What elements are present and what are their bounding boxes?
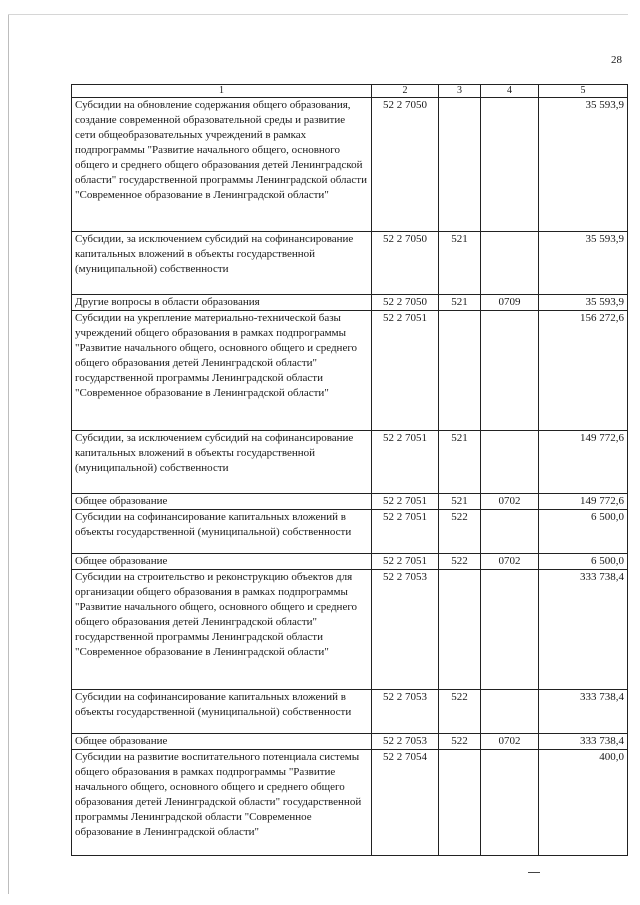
row-csr: 52 2 7051 [372,510,439,554]
row-csr: 52 2 7051 [372,311,439,431]
table-row [72,98,628,232]
row-name: Общее образование [72,734,372,750]
row-rz: 0702 [481,494,539,510]
row-rz [481,431,539,494]
row-name: Субсидии на обновление содержания общего образования, создание современной образовательной среды и развитие сети общеобразовательных учреждений в рамках подпрограммы "Развитие начального общего, основного общего и среднего общего образования детей Ленинградской области" государственной программы Ленинградской области "Современное образование в Ленинградской области" [72,98,372,232]
column-header-csr: 2 [372,85,439,98]
row-sum: 333 738,4 [539,734,628,750]
row-vr: 522 [439,690,481,734]
row-vr: 521 [439,431,481,494]
page-number: 28 [611,54,622,66]
table-row [72,510,628,554]
row-sum: 35 593,9 [539,98,628,232]
row-csr: 52 2 7051 [372,554,439,570]
row-vr: 522 [439,510,481,554]
table-row [72,311,628,431]
page-edge-left [8,14,9,894]
row-sum: 149 772,6 [539,431,628,494]
row-sum: 156 272,6 [539,311,628,431]
row-sum: 333 738,4 [539,690,628,734]
table-header-row [72,85,628,98]
column-header-name: 1 [72,85,372,98]
table-row [72,570,628,690]
row-csr: 52 2 7051 [372,431,439,494]
table-row [72,734,628,750]
row-name: Субсидии, за исключением субсидий на софинансирование капитальных вложений в объекты государственной (муниципальной) собственности [72,232,372,295]
table-row [72,232,628,295]
page-edge-top [8,14,628,15]
row-vr: 522 [439,734,481,750]
row-name: Субсидии на софинансирование капитальных вложений в объекты государственной (муниципальной) собственности [72,690,372,734]
row-name: Субсидии на строительство и реконструкцию объектов для организации общего образования в рамках подпрограммы "Развитие начального общего, основного общего и среднего общего образования детей Ленинградской области" государственной программы Ленинградской области "Современное образование в Ленинградской области" [72,570,372,690]
row-csr: 52 2 7050 [372,232,439,295]
row-rz: 0709 [481,295,539,311]
row-sum: 400,0 [539,750,628,856]
row-sum: 6 500,0 [539,554,628,570]
row-name: Субсидии, за исключением субсидий на софинансирование капитальных вложений в объекты государственной (муниципальной) собственности [72,431,372,494]
row-csr: 52 2 7050 [372,295,439,311]
row-vr [439,98,481,232]
row-csr: 52 2 7053 [372,690,439,734]
row-vr: 521 [439,295,481,311]
row-rz: 0702 [481,734,539,750]
row-rz [481,311,539,431]
table-row [72,750,628,856]
row-vr [439,750,481,856]
row-rz [481,750,539,856]
row-sum: 149 772,6 [539,494,628,510]
table-row [72,494,628,510]
column-header-vr: 3 [439,85,481,98]
row-vr [439,570,481,690]
row-vr: 521 [439,494,481,510]
row-name: Субсидии на укрепление материально-технической базы учреждений общего образования в рамках подпрограммы "Развитие начального общего, основного общего и среднего общего образования детей Ленинградской области" государственной программы Ленинградской области "Современное образование в Ленинградской области" [72,311,372,431]
row-rz [481,570,539,690]
row-csr: 52 2 7054 [372,750,439,856]
row-sum: 35 593,9 [539,295,628,311]
column-header-sum: 5 [539,85,628,98]
table-row [72,295,628,311]
row-rz [481,98,539,232]
table-row [72,431,628,494]
row-rz [481,232,539,295]
row-rz [481,510,539,554]
row-name: Другие вопросы в области образования [72,295,372,311]
row-name: Общее образование [72,494,372,510]
column-header-rz: 4 [481,85,539,98]
row-csr: 52 2 7053 [372,734,439,750]
row-rz: 0702 [481,554,539,570]
row-name: Субсидии на софинансирование капитальных вложений в объекты государственной (муниципальной) собственности [72,510,372,554]
row-rz [481,690,539,734]
scan-mark [528,872,540,873]
table-row [72,554,628,570]
row-sum: 333 738,4 [539,570,628,690]
row-vr: 522 [439,554,481,570]
row-vr: 521 [439,232,481,295]
row-sum: 6 500,0 [539,510,628,554]
budget-table [71,84,628,856]
row-csr: 52 2 7053 [372,570,439,690]
row-name: Общее образование [72,554,372,570]
row-csr: 52 2 7051 [372,494,439,510]
table-row [72,690,628,734]
row-csr: 52 2 7050 [372,98,439,232]
row-vr [439,311,481,431]
row-sum: 35 593,9 [539,232,628,295]
row-name: Субсидии на развитие воспитательного потенциала системы общего образования в рамках подпрограммы "Развитие начального общего, основного общего и среднего общего образования детей Ленинградской области" государственной программы Ленинградской области "Современное образование в Ленинградской области" [72,750,372,856]
